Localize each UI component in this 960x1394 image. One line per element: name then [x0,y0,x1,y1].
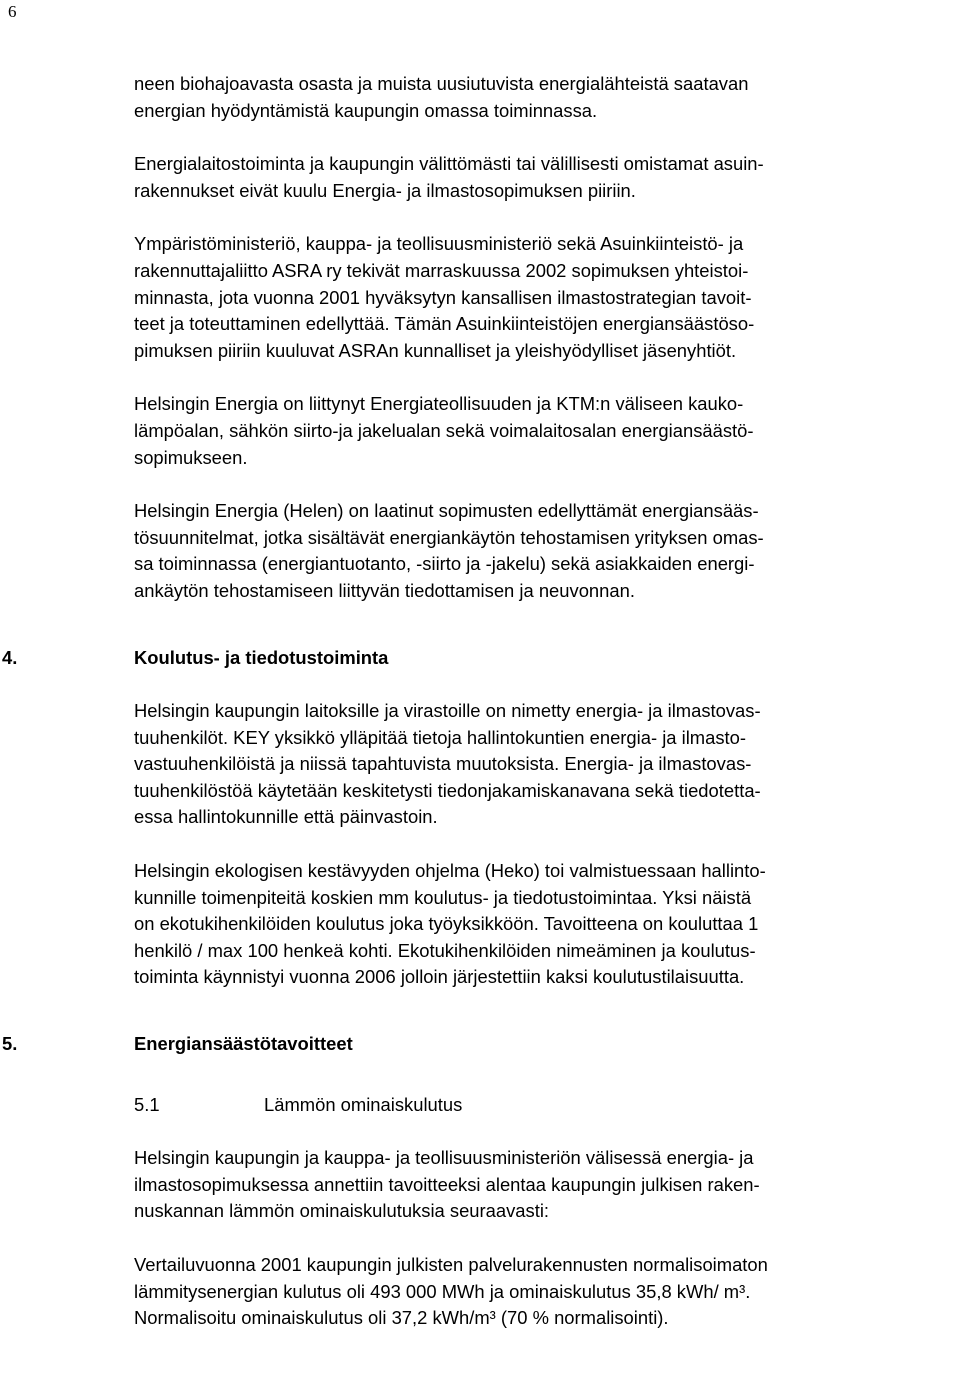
text-line: ankäytön tehostamiseen liittyvän tiedottamisen ja neuvonnan. [134,579,635,601]
paragraph-intro-continuation [134,71,954,124]
document-body [2,71,954,1332]
text-line: sa toiminnassa (energiantuotanto, -siirto ja -jakelu) sekä asiakkaiden energi- [134,553,755,575]
text-line: kunnille toimenpiteitä koskien mm koulutus- ja tiedotustoimintaa. Yksi näistä [134,886,752,908]
subsection-5-1-heading [134,1092,954,1119]
section-4-heading [2,645,954,672]
text-line: Ympäristöministeriö, kauppa- ja teollisuusministeriö sekä Asuinkiinteistö- ja [134,233,744,255]
subsection-title: Lämmön ominaiskulutus [264,1093,463,1115]
paragraph-helen-plans [134,498,954,604]
paragraph-heko [134,858,954,991]
text-line: tuuhenkilöt. KEY yksikkö ylläpitää tietoja hallintokuntien energia- ja ilmasto- [134,726,746,748]
text-line: minnasta, jota vuonna 2001 hyväksytyn kansallisen ilmastostrategian tavoit- [134,286,752,308]
section-5-heading [2,1031,954,1058]
paragraph-helsingin-energia-agreement [134,391,954,471]
text-line: energian hyödyntämistä kaupungin omassa toiminnassa. [134,99,598,121]
text-line: sopimukseen. [134,446,248,468]
text-line: ilmastosopimuksessa annettiin tavoitteeksi alentaa kaupungin julkisen raken- [134,1173,760,1195]
text-line: essa hallintokunnille että päinvastoin. [134,806,438,828]
text-line: tösuunnitelmat, jotka sisältävät energiankäytön tehostamisen yrityksen omas- [134,526,764,548]
text-line: Helsingin Energia on liittynyt Energiateollisuuden ja KTM:n väliseen kauko- [134,393,744,415]
text-line: toiminta käynnistyi vuonna 2006 jolloin järjestettiin kaksi koulutustilaisuutta. [134,966,745,988]
text-line: on ekotukihenkilöiden koulutus joka työyksikköön. Tavoitteena on kouluttaa 1 [134,913,759,935]
subsection-number: 5.1 [134,1093,160,1115]
section-title: Koulutus- ja tiedotustoiminta [134,646,389,668]
paragraph-energy-plants [134,151,954,204]
paragraph-targets [134,1145,954,1225]
text-line: lämpöalan, sähkön siirto-ja jakelualan sekä voimalaitosalan energiansäästö- [134,419,754,441]
section-number: 5. [2,1033,18,1055]
text-line: lämmitysenergian kulutus oli 493 000 MWh ja ominaiskulutus 35,8 kWh/ m³. [134,1280,751,1302]
text-line: Helsingin kaupungin ja kauppa- ja teollisuusministeriön välisessä energia- ja [134,1147,754,1169]
text-line: rakennuttajaliitto ASRA ry tekivät marraskuussa 2002 sopimuksen yhteistoi- [134,259,749,281]
text-line: vastuuhenkilöistä ja niissä tapahtuvista muutoksista. Energia- ja ilmastovas- [134,753,752,775]
page-number: 6 [8,2,17,21]
text-line: teet ja toteuttaminen edellyttää. Tämän Asuinkiinteistöjen energiansäästöso- [134,313,755,335]
section-number: 4. [2,646,18,668]
paragraph-asra [134,231,954,364]
text-line: Vertailuvuonna 2001 kaupungin julkisten palvelurakennusten normalisoimaton [134,1254,768,1275]
text-line: henkilö / max 100 henkeä kohti. Ekotukihenkilöiden nimeäminen ja koulutus- [134,939,756,961]
text-line: pimuksen piiriin kuuluvat ASRAn kunnalliset ja yleishyödylliset jäsenyhtiöt. [134,339,737,361]
text-line: nuskannan lämmön ominaiskulutuksia seuraavasti: [134,1200,550,1222]
paragraph-contact-persons [134,698,954,831]
text-line: Helsingin Energia (Helen) on laatinut sopimusten edellyttämät energiansääs- [134,500,759,522]
text-line: Helsingin ekologisen kestävyyden ohjelma (Heko) toi valmistuessaan hallinto- [134,860,766,882]
text-line: Helsingin kaupungin laitoksille ja virastoille on nimetty energia- ja ilmastovas- [134,700,761,722]
section-title: Energiansäästötavoitteet [134,1033,353,1055]
paragraph-reference-year [134,1252,954,1332]
text-line: neen biohajoavasta osasta ja muista uusiutuvista energialähteistä saatavan [134,73,749,94]
text-line: rakennukset eivät kuulu Energia- ja ilmastosopimuksen piiriin. [134,179,636,201]
text-line: tuuhenkilöstöä käytetään keskitetysti tiedonjakamiskanavana sekä tiedotetta- [134,779,761,801]
text-line: Energialaitostoiminta ja kaupungin välittömästi tai välillisesti omistamat asuin- [134,153,764,175]
text-line: Normalisoitu ominaiskulutus oli 37,2 kWh/m³ (70 % normalisointi). [134,1307,669,1329]
